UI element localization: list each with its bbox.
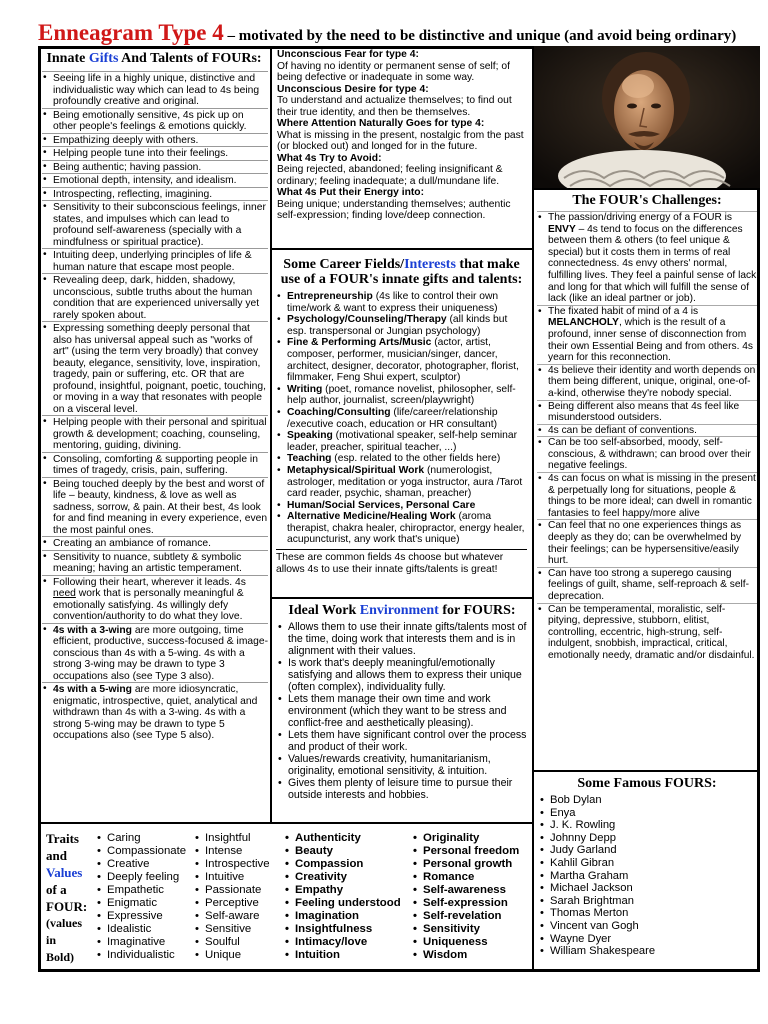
famous-name: • Michael Jackson — [539, 882, 755, 895]
famous-name: • Thomas Merton — [539, 907, 755, 920]
famous-name: • William Shakespeare — [539, 945, 755, 958]
fear-text: To understand and actualize themselves; to find out their true identity, and then be themselves. — [277, 95, 512, 118]
career-field: Human/Social Services, Personal Care — [287, 499, 476, 511]
challenges-section — [534, 190, 760, 772]
values-list-1 — [284, 832, 401, 962]
challenge-melancholy — [537, 305, 757, 364]
career-field: Speaking — [287, 430, 333, 442]
gift-item: • Consoling, comforting & supporting people in times of tragedy, crisis, pain, suffering. — [42, 452, 268, 477]
traits-label-3: Values — [46, 865, 83, 880]
famous-name: • J. K. Rowling — [539, 819, 755, 832]
environment-list — [277, 621, 527, 801]
values-col-1 — [284, 832, 401, 962]
environment-heading — [277, 603, 527, 619]
gift-item: • Sensitivity to nuance, subtlety & symbolic meaning; having an artistic temperament. — [42, 550, 268, 575]
trait-item: • Enigmatic — [96, 897, 186, 910]
career-detail: (all kinds but esp. transpersonal or Jungian psychology) — [287, 314, 508, 337]
traits-col-1 — [96, 832, 186, 962]
wing3-text: are more outgoing, time efficient, productive, success-focused & image-conscious than 4s with a 5-wing. 4s with a strong 3-wing may be drawn to type 3 occupations also (see Type 3 also). — [53, 624, 269, 682]
fear-heading: Unconscious Fear for type 4: — [277, 49, 419, 60]
gift-item: • Creating an ambiance of romance. — [42, 536, 268, 550]
famous-name: • Johnny Depp — [539, 832, 755, 845]
gifts-list — [38, 71, 270, 742]
career-field: Writing — [287, 383, 323, 395]
trait-item: • Passionate — [194, 884, 270, 897]
challenge-item: • Being different also means that 4s feel like misunderstood outsiders. — [537, 400, 757, 424]
career-item — [276, 511, 527, 546]
gift-item: • Helping people with their personal and spiritual growth & development; coaching, counseling, mentoring, guiding, divining. — [42, 415, 268, 452]
traits-label-8: Bold) — [46, 950, 75, 964]
gift-item: • Sensitivity to their subconscious feelings, inner states, and impulses which can lead to profound self-awareness (specially with a mindfulness or spiritual practice). — [42, 200, 268, 248]
career-field: Teaching — [287, 453, 332, 465]
value-item: • Creativity — [284, 871, 401, 884]
challenge-item: • Can be too self-absorbed, moody, self-conscious, & withdrawn; can brood over their negative feelings. — [537, 436, 757, 472]
traits-label — [46, 830, 102, 966]
heart-need: need — [53, 588, 76, 599]
traits-label-4: of a — [46, 882, 67, 897]
challenge-item: • 4s believe their identity and worth depends on them being different, unique, original, one-of-a-kind, otherwise they're nobody special. — [537, 364, 757, 400]
career-detail: (poet, romance novelist, philosopher, self-help author, journalist, screen/playwright) — [287, 383, 516, 407]
challenge-envy — [537, 211, 757, 305]
gift-item-wing5 — [42, 682, 268, 742]
envy-bold: ENVY — [548, 223, 576, 235]
environment-item: • Is work that's deeply meaningful/emotionally satisfying and allows them to express their unique (often complex), individuality fully. — [277, 657, 527, 693]
famous-name: • Enya — [539, 807, 755, 820]
traits-label-2: and — [46, 848, 67, 863]
fear-text: Being rejected, abandoned; feeling insignificant & ordinary; feeling inadequate; a dull/mundane life. — [277, 164, 503, 187]
career-item — [276, 291, 527, 314]
career-detail: (motivational speaker, self-help seminar leader, preacher, spiritual teacher, ...) — [287, 430, 518, 453]
value-item: • Personal freedom — [412, 845, 519, 858]
values-col-2 — [412, 832, 519, 962]
career-detail: (4s like to control their own time/work & want to express their uniqueness) — [287, 291, 499, 314]
gift-item: • Empathizing deeply with others. — [42, 133, 268, 147]
career-item — [276, 407, 527, 430]
famous-name: • Wayne Dyer — [539, 933, 755, 946]
values-list-2 — [412, 832, 519, 962]
career-field: Coaching/Consulting — [287, 406, 391, 418]
trait-item: • Compassionate — [96, 845, 186, 858]
career-field: Fine & Performing Arts/Music — [287, 337, 432, 349]
trait-item: • Intuitive — [194, 871, 270, 884]
famous-name: • Bob Dylan — [539, 794, 755, 807]
trait-item: • Sensitive — [194, 923, 270, 936]
gifts-heading-pre: Innate — [46, 51, 89, 66]
value-item: • Intimacy/love — [284, 936, 401, 949]
title-subtitle: – motivated by the need to be distinctive and unique (and avoid being ordinary) — [223, 28, 737, 44]
famous-name: • Judy Garland — [539, 844, 755, 857]
career-detail: (numerologist, astrologer, meditation or yoga instructor, aura /Tarot card reader, psychic, shaman, preacher) — [287, 464, 523, 500]
value-item: • Intuition — [284, 949, 401, 962]
gift-item: • Emotional depth, intensity, and idealism. — [42, 173, 268, 187]
challenge-item: • Can feel that no one experiences things as deeply as they do; can be overwhelmed by their feelings; can be hypersensitive/easily hurt. — [537, 519, 757, 566]
environment-item: • Lets them have significant control over the process and product of their work. — [277, 729, 527, 753]
traits-label-7: in — [46, 933, 57, 947]
careers-note: These are common fields 4s choose but whatever allows 4s to use their innate gifts/talents is great! — [276, 549, 527, 575]
gift-item: • Being authentic; having passion. — [42, 160, 268, 174]
famous-name: • Vincent van Gogh — [539, 920, 755, 933]
gift-item: • Expressing something deeply personal that also has universal appeal such as "works of art" (using the term very broadly) that convey beauty, elegance, sensitivity, love, inspiration, tragedy, pain or suffering, etc. OR that are profound, insightful, poignant, poetic, touching, or moving in a way that resonates with people on a visceral level. — [42, 321, 268, 415]
traits-label-6: (values — [46, 916, 82, 930]
environment-section — [272, 599, 534, 822]
careers-section — [272, 250, 534, 599]
value-item: • Authenticity — [284, 832, 401, 845]
gift-item: • Being emotionally sensitive, 4s pick up on other people's feelings & emotions quickly. — [42, 108, 268, 133]
value-item: • Beauty — [284, 845, 401, 858]
career-detail: (aroma therapist, chakra healer, chiropractor, energy healer, acupuncturist, any work that's unique) — [287, 511, 525, 546]
careers-heading-pre: Some Career Fields/ — [283, 257, 405, 272]
portrait-image — [534, 46, 760, 190]
trait-item: • Creative — [96, 858, 186, 871]
fear-heading: Unconscious Desire for type 4: — [277, 83, 429, 95]
trait-item: • Unique — [194, 949, 270, 962]
wing3-bold: 4s with a 3-wing — [53, 624, 132, 636]
value-item: • Uniqueness — [412, 936, 519, 949]
trait-item: • Intense — [194, 845, 270, 858]
value-item: • Compassion — [284, 858, 401, 871]
career-field: Entrepreneurship — [287, 291, 373, 302]
trait-item: • Soulful — [194, 936, 270, 949]
trait-item: • Empathetic — [96, 884, 186, 897]
career-field: Metaphysical/Spiritual Work — [287, 464, 425, 476]
famous-name: • Sarah Brightman — [539, 895, 755, 908]
careers-list — [276, 291, 527, 546]
career-detail: (life/career/relationship /executive coach, education or HR consultant) — [287, 406, 498, 430]
mel-pre: The fixated habit of mind of a 4 is — [548, 305, 699, 317]
career-item — [276, 453, 527, 465]
trait-item: • Self-aware — [194, 910, 270, 923]
fear-text: Of having no identity or permanent sense of self; of being defective or inadequate in some way. — [277, 60, 510, 83]
value-item: • Romance — [412, 871, 519, 884]
environment-item: • Allows them to use their innate gifts/talents most of the time, doing work that interests them and is in alignment with their values. — [277, 621, 527, 657]
value-item: • Feeling understood — [284, 897, 401, 910]
career-item — [276, 430, 527, 453]
traits-label-5: FOUR: — [46, 899, 88, 914]
trait-item: • Idealistic — [96, 923, 186, 936]
fear-heading: What 4s Try to Avoid: — [277, 152, 382, 164]
value-item: • Wisdom — [412, 949, 519, 962]
fear-text: What is missing in the present, nostalgic from the past (or blocked out) and longed for in the future. — [277, 129, 524, 152]
famous-name: • Kahlil Gibran — [539, 857, 755, 870]
career-item — [276, 500, 527, 512]
trait-item: • Introspective — [194, 858, 270, 871]
value-item: • Self-expression — [412, 897, 519, 910]
career-detail: (actor, artist, composer, performer, musician/singer, dancer, architect, designer, decorator, photographer, florist, filmmaker, Feng Shui expert, sculptor) — [287, 337, 519, 384]
traits-list-1 — [96, 832, 186, 962]
gift-item: • Helping people tune into their feelings. — [42, 146, 268, 160]
careers-heading — [276, 257, 527, 287]
challenges-list — [537, 211, 757, 662]
traits-label-1: Traits — [46, 831, 79, 846]
challenge-item: • 4s can be defiant of conventions. — [537, 424, 757, 437]
trait-item: • Caring — [96, 832, 186, 845]
value-item: • Self-awareness — [412, 884, 519, 897]
fear-heading: Where Attention Naturally Goes for type 4: — [277, 118, 485, 129]
famous-list — [539, 794, 755, 958]
heart-post: work that is personally meaningful & emotionally satisfying. 4s willingly defy convention/authority to do what they love. — [53, 588, 244, 622]
value-item: • Imagination — [284, 910, 401, 923]
gift-item-heart — [42, 575, 268, 623]
gift-item: • Introspecting, reflecting, imagining. — [42, 187, 268, 201]
fear-text: Being unique; understanding themselves; authentic self-expression; finding love/deep connection. — [277, 198, 511, 221]
heart-pre: Following their heart, wherever it leads. 4s — [53, 576, 246, 588]
gifts-heading-accent: Gifts — [88, 51, 119, 66]
value-item: • Personal growth — [412, 858, 519, 871]
trait-item: • Perceptive — [194, 897, 270, 910]
wing5-bold: 4s with a 5-wing — [53, 684, 132, 695]
value-item: • Self-revelation — [412, 910, 519, 923]
traits-section — [38, 822, 534, 972]
famous-section — [534, 772, 760, 972]
environment-item: • Values/rewards creativity, humanitarianism, originality, emotional sensitivity, & intuition. — [277, 753, 527, 777]
envy-pre: The passion/driving energy of a FOUR is — [548, 212, 733, 223]
trait-item: • Expressive — [96, 910, 186, 923]
value-item: • Sensitivity — [412, 923, 519, 936]
gifts-section — [38, 46, 272, 822]
trait-item: • Deeply feeling — [96, 871, 186, 884]
envy-post: – 4s tend to focus on the differences between them & others (to feel unique & special) but it costs them in terms of real connectedness. 4s envy others' normal, fulfilling lives. They feel a painful sense of lack and long for that which will fulfill the sense of lack (like an ideal partner or job). — [548, 223, 757, 305]
value-item: • Empathy — [284, 884, 401, 897]
career-item — [276, 384, 527, 407]
portrait-illustration — [534, 46, 760, 190]
career-item — [276, 465, 527, 500]
environment-heading-accent: Environment — [359, 603, 439, 618]
challenge-item: • 4s can focus on what is missing in the present & perpetually long for situations, people & things to be more ideal; can dwell in romantic fantasies to feel happy/more alive — [537, 472, 757, 519]
gift-item: • Seeing life in a highly unique, distinctive and individualistic way which can lead to 4s being profoundly creative and original. — [42, 71, 268, 108]
gifts-heading — [38, 51, 270, 67]
challenges-heading: The FOUR's Challenges: — [572, 193, 722, 208]
wing5-text: are more idiosyncratic, enigmatic, introspective, quiet, analytical and withdrawn than 4s with a 3-wing. 4s with a strong 5-wing may be drawn to type 5 occupations also (see Type 5 also). — [53, 684, 258, 741]
traits-list-2 — [194, 832, 270, 962]
fear-heading: What 4s Put their Energy into: — [277, 187, 425, 198]
gift-item: • Intuiting deep, underlying principles of life & human nature that escape most people. — [42, 248, 268, 273]
environment-heading-pre: Ideal Work — [288, 603, 360, 618]
famous-heading: Some Famous FOURS: — [577, 776, 717, 791]
trait-item: • Individualistic — [96, 949, 186, 962]
careers-heading-post: that make use of a FOUR's innate gifts and talents: — [280, 257, 523, 287]
traits-col-2 — [194, 832, 270, 962]
careers-heading-accent: Interests — [404, 257, 456, 272]
environment-item: • Lets them manage their own time and work environment (which they want to be stress and conflict-free and aesthetically pleasing). — [277, 693, 527, 729]
value-item: • Insightfulness — [284, 923, 401, 936]
gift-item: • Being touched deeply by the best and worst of life – beauty, kindness, & love as well as sadness, sorrow, & pain. At their best, 4s look for and find meaning in every experience, even the most painful ones. — [42, 477, 268, 537]
career-field: Alternative Medicine/Healing Work — [287, 511, 456, 523]
career-field: Psychology/Counseling/Therapy — [287, 314, 447, 326]
environment-item: • Gives them plenty of leisure time to pursue their outside interests and hobbies. — [277, 777, 527, 801]
environment-heading-post: for FOURS: — [438, 603, 516, 618]
title-main: Enneagram Type 4 — [38, 20, 224, 45]
gift-item-wing3 — [42, 623, 268, 683]
trait-item: • Insightful — [194, 832, 270, 845]
challenge-item: • Can have too strong a superego causing feelings of guilt, shame, self-reproach & self-deprecation. — [537, 567, 757, 603]
career-item — [276, 314, 527, 337]
mel-post: , which is the result of a profound, inner sense of disconnection from their own Essential Being and from others. 4s yearn for this reconnection. — [548, 317, 753, 364]
career-detail: (esp. related to the other fields here) — [331, 453, 501, 465]
value-item: • Originality — [412, 832, 519, 845]
trait-item: • Imaginative — [96, 936, 186, 949]
career-item — [276, 337, 527, 383]
gift-item: • Revealing deep, dark, hidden, shadowy, unconscious, subtle truths about the human condition that are experienced universally yet rarely spoken about. — [42, 273, 268, 321]
page-title — [38, 20, 758, 46]
mel-bold: MELANCHOLY — [548, 317, 619, 329]
famous-name: • Martha Graham — [539, 870, 755, 883]
challenge-item: • Can be temperamental, moralistic, self-pitying, depressive, stubborn, elitist, controlling, eccentric, high-strung, self-indulgent, snobbish, impractical, critical, emotionally needy, dramatic and/or disdainful. — [537, 603, 757, 662]
gifts-heading-post: And Talents of FOURs: — [118, 51, 262, 66]
fears-section — [272, 46, 534, 250]
